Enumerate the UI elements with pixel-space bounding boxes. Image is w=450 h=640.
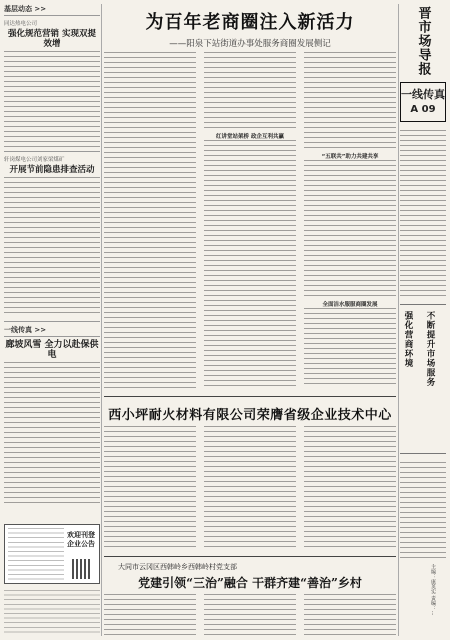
article-body (4, 51, 100, 147)
left-column (4, 4, 100, 636)
story2-columns (104, 426, 396, 550)
column-divider (398, 4, 399, 636)
article-title: 开展节前隐患排查活动 (9, 165, 95, 175)
ad-line: 强化营商环境 (403, 311, 413, 368)
section-box (400, 82, 446, 122)
subhead: 红讲堂站架桥 政企互利共赢 (216, 134, 284, 140)
ad-line: 不断提升市场服务 (425, 311, 435, 387)
story2-headline: 西小坪耐火材料有限公司荣膺省级企业技术中心 (108, 408, 392, 423)
text-column (304, 52, 396, 390)
page-footer: 主编：康英实 责编：… (430, 564, 436, 616)
article-source: 同达热电公司 (4, 21, 38, 27)
article-title: 强化规范营销 实现双提效增 (8, 29, 96, 49)
right-column (400, 4, 446, 636)
divider (104, 396, 396, 397)
main-subheadline: ——阳泉下站街道办事处服务商圈发展侧记 (169, 39, 331, 49)
ad-text (8, 528, 64, 580)
article-title: 廊坡风雪 全力以赴保供电 (5, 340, 99, 360)
center-column (104, 4, 396, 636)
story3-headline: 党建引领“三治”融合 干群齐建“善治”乡村 (138, 576, 362, 590)
article-body (4, 177, 100, 317)
divider (4, 321, 100, 322)
ad-cta: 欢迎刊登 企业公告 (67, 531, 95, 548)
article-body (4, 362, 100, 504)
right-body (400, 130, 446, 298)
story3-kicker: 大同市云冈区西韩岭乡西韩岭村党支部 (118, 563, 237, 571)
column-divider (101, 4, 102, 636)
masthead-logo (400, 4, 446, 78)
text-column (104, 52, 196, 390)
subhead: “五联共”助力共建共享 (321, 154, 379, 160)
divider (104, 556, 396, 557)
lead-story-columns (104, 52, 396, 390)
main-headline: 为百年老商圈注入新活力 (145, 12, 355, 33)
vertical-ad (400, 304, 446, 454)
masthead-text: 晋市场导报 (415, 6, 431, 76)
story3-columns (104, 594, 396, 636)
section-label-frontline: 一线传真 >> (4, 325, 100, 337)
text-column (204, 52, 296, 390)
subhead: 全面洁水服服商圈发展 (322, 302, 378, 308)
ad-box (4, 524, 100, 584)
section-name: 一线传真 (401, 88, 445, 101)
footer-text (4, 590, 100, 636)
right-body (400, 462, 446, 558)
divider (4, 151, 100, 152)
article-source: 轩岗煤电公司刘家梁煤矿 (4, 157, 65, 163)
section-label-grassroots: 基层动态 >> (4, 4, 100, 16)
page-number: A 09 (410, 104, 436, 115)
qr-code-icon (72, 559, 92, 579)
